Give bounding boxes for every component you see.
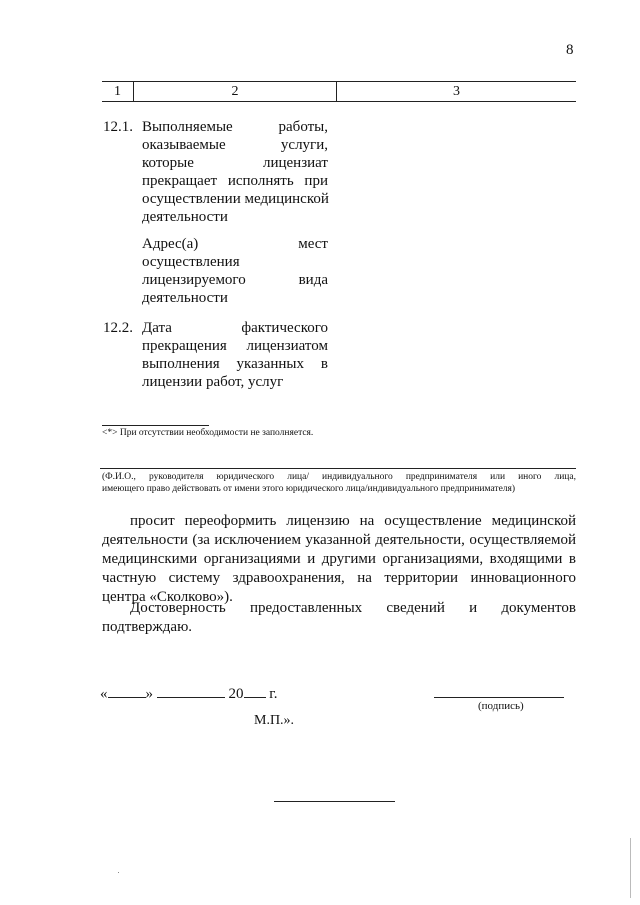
request-line: деятельности (за исключением указанной деятельности, осуществляемой (102, 532, 576, 548)
signature-label: (подпись) (478, 700, 524, 712)
date-close-quote: » (145, 686, 153, 702)
request-line: просит переоформить лицензию на осуществление медицинской (130, 513, 576, 529)
table-header-col-3: 3 (453, 84, 460, 99)
scan-edge-artifact (630, 838, 631, 898)
month-blank[interactable] (157, 683, 225, 698)
request-line: медицинскими организациями и другими организациями, входящими в (102, 551, 576, 567)
item-12-2-line: выполнения указанных в (142, 356, 328, 372)
item-12-1-line: прекращает исполнять при (142, 173, 328, 189)
request-line: центра «Сколково»). (102, 589, 233, 605)
request-line: частную систему здравоохранения, на территории инновационного (102, 570, 576, 586)
item-12-2-line: Дата фактического (142, 320, 328, 336)
item-12-2-line: лицензии работ, услуг (142, 374, 284, 390)
table-header-col-2: 2 (134, 82, 337, 101)
signature-line[interactable] (434, 697, 564, 698)
item-12-1-line: Выполняемые работы, (142, 119, 328, 135)
address-line: Адрес(а) мест (142, 236, 328, 252)
request-paragraph (102, 512, 576, 607)
year-suffix: г. (269, 686, 278, 702)
item-12-2-line: прекращения лицензиатом (142, 338, 328, 354)
caption-line: имеющего право действовать от имени этого юридического лица/индивидуального предпринимателя) (102, 484, 516, 494)
day-blank[interactable] (108, 683, 146, 698)
item-12-2-number: 12.2. (103, 320, 133, 336)
date-field (100, 683, 277, 703)
item-12-1-line: осуществлении медицинской (142, 191, 329, 207)
footnote: <*> При отсутствии необходимости не заполняется. (102, 428, 314, 438)
item-12-1-line: оказываемые услуги, (142, 137, 328, 153)
closing-divider (274, 801, 395, 802)
name-fill-line (100, 468, 576, 469)
year-blank[interactable] (244, 683, 266, 698)
table-header-row (102, 81, 576, 102)
item-12-1-line: деятельности (142, 209, 228, 225)
address-line: осуществления (142, 254, 240, 270)
confirm-line: подтверждаю. (102, 619, 193, 635)
table-header-col-1: 1 (102, 82, 134, 101)
footnote-divider (102, 425, 209, 426)
year-prefix: 20 (228, 686, 244, 702)
item-12-1-text (142, 118, 328, 226)
scan-dot-artifact (118, 872, 119, 873)
address-line: деятельности (142, 290, 228, 306)
item-12-1-number: 12.1. (103, 119, 133, 135)
name-caption (102, 471, 576, 495)
stamp-place: М.П.». (254, 713, 295, 728)
confirm-paragraph (102, 599, 576, 637)
caption-line: (Ф.И.О., руководителя юридического лица/ индивидуального предпринимателя или иного лица, (102, 472, 576, 482)
item-12-1-address (142, 235, 328, 307)
item-12-2-text (142, 319, 328, 391)
date-open-quote: « (100, 686, 108, 702)
address-line: лицензируемого вида (142, 272, 328, 288)
item-12-1-line: которые лицензиат (142, 155, 328, 171)
page-number: 8 (566, 42, 574, 58)
confirm-line: Достоверность предоставленных сведений и документов (130, 600, 576, 616)
